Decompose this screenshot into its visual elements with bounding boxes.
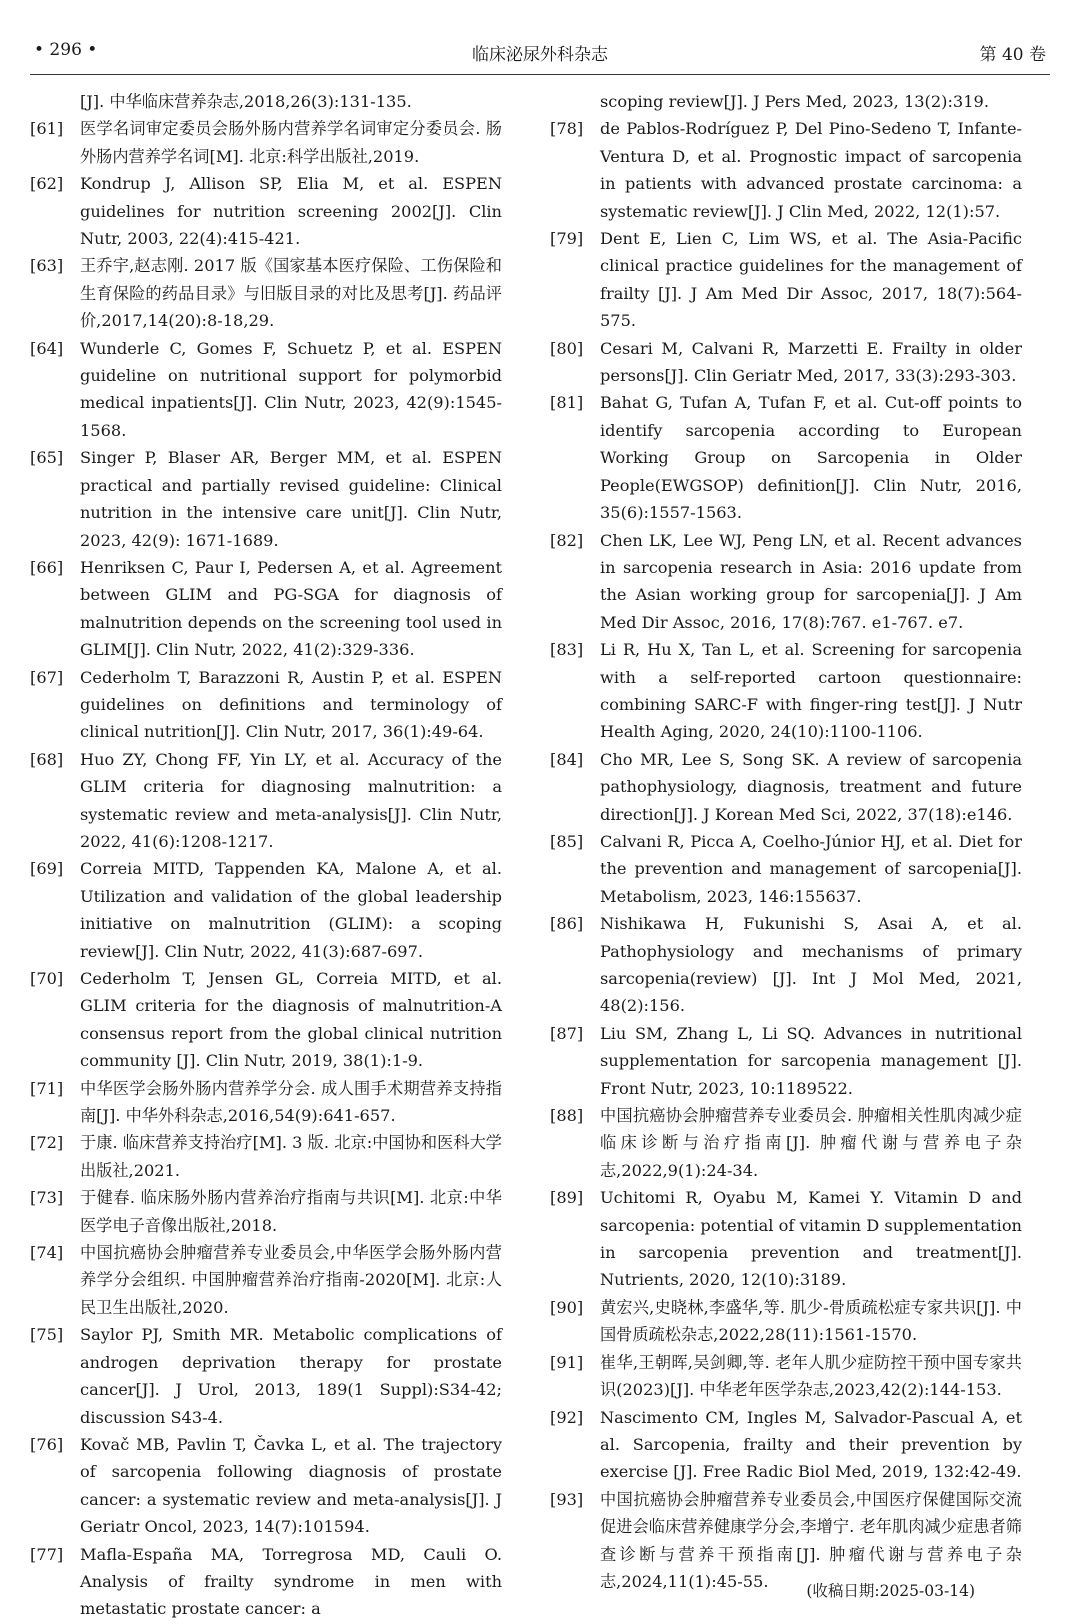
reference-text: 中国抗癌协会肿瘤营养专业委员会. 肿瘤相关性肌肉减少症临床诊断与治疗指南[J]. 肿瘤代谢与营养电子杂志,2022,9(1):24-34. — [600, 1106, 1022, 1180]
reference-text: [J]. 中华临床营养杂志,2018,26(3):131-135. — [80, 92, 412, 111]
reference-item — [30, 1431, 502, 1541]
reference-item — [550, 1102, 1022, 1184]
reference-text: Mafla-España MA, Torregrosa MD, Cauli O. Analysis of frailty syndrome in men with metastatic prostate cancer: a — [80, 1544, 502, 1619]
reference-number: [70] — [30, 969, 64, 988]
reference-item — [30, 335, 502, 445]
reference-text: 王乔宇,赵志刚. 2017 版《国家基本医疗保险、工伤保险和生育保险的药品目录》与旧版目录的对比及思考[J]. 药品评价,2017,14(20):8-18,29. — [80, 256, 502, 331]
reference-item — [550, 828, 1022, 910]
reference-item — [550, 225, 1022, 335]
reference-number: [64] — [30, 338, 64, 358]
reference-continuation — [30, 88, 502, 115]
page-number: • 296 • — [34, 40, 98, 60]
reference-item — [30, 1541, 502, 1623]
reference-item — [30, 965, 502, 1075]
reference-item — [30, 170, 502, 252]
reference-number: [63] — [30, 256, 64, 276]
received-date: (收稿日期:2025-03-14) — [806, 1582, 975, 1600]
reference-number: [82] — [550, 530, 584, 550]
reference-item — [550, 1349, 1022, 1404]
reference-number: [83] — [550, 640, 584, 660]
reference-number: [86] — [550, 914, 584, 934]
reference-number: [78] — [550, 119, 584, 139]
reference-text: Cederholm T, Barazzoni R, Austin P, et al. ESPEN guidelines on definitions and terminology of clinical nutrition[J]. Clin Nutr, 2017, 36(1):49-64. — [80, 667, 502, 742]
reference-number: [71] — [30, 1078, 64, 1098]
page-header — [30, 34, 1050, 75]
reference-number: [62] — [30, 174, 64, 194]
reference-number: [75] — [30, 1325, 64, 1345]
reference-number: [88] — [550, 1106, 584, 1126]
reference-item — [550, 389, 1022, 526]
reference-text: de Pablos-Rodríguez P, Del Pino-Sedeno T, Infante-Ventura D, et al. Prognostic impact of sarcopenia in patients with advanced prostate carcinoma: a systematic review[J]. J Clin Med, 2022, 12(1):57. — [600, 119, 1022, 221]
left-column — [30, 88, 502, 1623]
reference-text: Cho MR, Lee S, Song SK. A review of sarcopenia pathophysiology, diagnosis, treatment and future direction[J]. J Korean Med Sci, 2022, 37(18):e146. — [600, 749, 1022, 824]
reference-text: Li R, Hu X, Tan L, et al. Screening for sarcopenia with a self-reported cartoon questionnaire: combining SARC-F with finger-ring test[J]. J Nutr Health Aging, 2020, 24(10):1100-1106. — [600, 640, 1022, 742]
reference-item — [550, 115, 1022, 225]
reference-text: 于康. 临床营养支持治疗[M]. 3 版. 北京:中国协和医科大学出版社,2021. — [80, 1133, 502, 1180]
reference-text: Correia MITD, Tappenden KA, Malone A, et al. Utilization and validation of the global leadership initiative on malnutrition (GLIM): a scoping review[J]. Clin Nutr, 2022, 41(3):687-697. — [80, 859, 502, 961]
reference-text: Dent E, Lien C, Lim WS, et al. The Asia-Pacific clinical practice guidelines for the management of frailty [J]. J Am Med Dir Assoc, 2017, 18(7):564-575. — [600, 229, 1022, 331]
reference-text: Cesari M, Calvani R, Marzetti E. Frailty in older persons[J]. Clin Geriatr Med, 2017, 33(3):293-303. — [600, 338, 1022, 386]
reference-number: [89] — [550, 1188, 584, 1208]
reference-number: [61] — [30, 119, 64, 139]
reference-item — [550, 1184, 1022, 1294]
reference-text: Uchitomi R, Oyabu M, Kamei Y. Vitamin D and sarcopenia: potential of vitamin D supplementation in sarcopenia prevention and treatment[J]. Nutrients, 2020, 12(10):3189. — [600, 1188, 1022, 1290]
reference-number: [69] — [30, 859, 64, 879]
right-column — [550, 88, 1022, 1595]
volume-label: 第 40 卷 — [979, 45, 1046, 65]
reference-text: Bahat G, Tufan A, Tufan F, et al. Cut-off points to identify sarcopenia according to European Working Group on Sarcopenia in Older People(EWGSOP) definition[J]. Clin Nutr, 2016, 35(6):1557-1563. — [600, 393, 1022, 523]
reference-number: [93] — [550, 1489, 584, 1509]
reference-text: 中国抗癌协会肿瘤营养专业委员会,中华医学会肠外肠内营养学分会组织. 中国肿瘤营养治疗指南-2020[M]. 北京:人民卫生出版社,2020. — [80, 1243, 502, 1317]
reference-item — [30, 554, 502, 664]
reference-text: Henriksen C, Paur I, Pedersen A, et al. Agreement between GLIM and PG-SGA for diagnosis of malnutrition depends on the screening tool used in GLIM[J]. Clin Nutr, 2022, 41(2):329-336. — [80, 557, 502, 660]
reference-text: Singer P, Blaser AR, Berger MM, et al. ESPEN practical and partially revised guideline: Clinical nutrition in the intensive care unit[J]. Clin Nutr, 2023, 42(9): 1671-1689. — [80, 448, 502, 550]
reference-text: Kondrup J, Allison SP, Elia M, et al. ESPEN guidelines for nutrition screening 2002[J]. Clin Nutr, 2003, 22(4):415-421. — [80, 174, 502, 249]
reference-text: 医学名词审定委员会肠外肠内营养学名词审定分委员会. 肠外肠内营养学名词[M]. 北京:科学出版社,2019. — [80, 119, 502, 166]
reference-number: [85] — [550, 831, 584, 851]
reference-number: [81] — [550, 393, 584, 413]
reference-item — [30, 252, 502, 334]
reference-text: Wunderle C, Gomes F, Schuetz P, et al. ESPEN guideline on nutritional support for polymorbid medical inpatients[J]. Clin Nutr, 2023, 42(9):1545-1568. — [80, 338, 502, 440]
reference-text: 中华医学会肠外肠内营养学分会. 成人围手术期营养支持指南[J]. 中华外科杂志,2016,54(9):641-657. — [80, 1078, 502, 1126]
reference-number: [77] — [30, 1544, 64, 1564]
reference-number: [66] — [30, 557, 64, 577]
reference-text: Huo ZY, Chong FF, Yin LY, et al. Accuracy of the GLIM criteria for diagnosing malnutrition: a systematic review and meta-analysis[J]. Clin Nutr, 2022, 41(6):1208-1217. — [80, 749, 502, 851]
reference-item — [550, 335, 1022, 390]
reference-item — [30, 1184, 502, 1239]
reference-item — [30, 444, 502, 554]
reference-text: Chen LK, Lee WJ, Peng LN, et al. Recent advances in sarcopenia research in Asia: 2016 update from the Asian working group for sarcopenia[J]. J Am Med Dir Assoc, 2016, 17(8):767. e1-767. e7. — [600, 530, 1022, 632]
reference-item — [30, 1129, 502, 1184]
reference-item — [30, 1321, 502, 1431]
reference-text: Kovač MB, Pavlin T, Čavka L, et al. The trajectory of sarcopenia following diagnosis of prostate cancer: a systematic review and meta-analysis[J]. J Geriatr Oncol, 2023, 14(7):101594. — [80, 1434, 502, 1537]
reference-item — [30, 664, 502, 746]
reference-item — [30, 746, 502, 856]
reference-number: [91] — [550, 1352, 584, 1372]
reference-item — [550, 1404, 1022, 1486]
reference-item — [550, 910, 1022, 1020]
reference-text: Calvani R, Picca A, Coelho-Júnior HJ, et al. Diet for the prevention and management of sarcopenia[J]. Metabolism, 2023, 146:155637. — [600, 831, 1022, 906]
reference-item — [550, 636, 1022, 746]
reference-item — [550, 1294, 1022, 1349]
journal-title: 临床泌尿外科杂志 — [472, 45, 608, 65]
reference-text: Nascimento CM, Ingles M, Salvador-Pascual A, et al. Sarcopenia, frailty and their prevention by exercise [J]. Free Radic Biol Med, 2019, 132:42-49. — [600, 1407, 1022, 1482]
reference-item — [550, 527, 1022, 637]
reference-number: [84] — [550, 749, 584, 769]
reference-item — [30, 855, 502, 965]
reference-number: [65] — [30, 448, 64, 468]
reference-continuation — [550, 88, 1022, 115]
reference-number: [79] — [550, 229, 584, 249]
reference-number: [74] — [30, 1243, 64, 1263]
reference-number: [92] — [550, 1407, 584, 1427]
reference-item — [30, 1239, 502, 1321]
reference-text: Cederholm T, Jensen GL, Correia MITD, et al. GLIM criteria for the diagnosis of malnutrition-A consensus report from the global clinical nutrition community [J]. Clin Nutr, 2019, 38(1):1-9. — [80, 969, 502, 1071]
reference-number: [73] — [30, 1188, 64, 1208]
reference-number: [90] — [550, 1297, 584, 1317]
reference-number: [67] — [30, 667, 64, 687]
reference-item — [550, 1020, 1022, 1102]
reference-text: 崔华,王朝晖,吴剑卿,等. 老年人肌少症防控干预中国专家共识(2023)[J]. 中华老年医学杂志,2023,42(2):144-153. — [600, 1352, 1022, 1400]
reference-text: Saylor PJ, Smith MR. Metabolic complications of androgen deprivation therapy for prostate cancer[J]. J Urol, 2013, 189(1 Suppl):S34-42; discussion S43-4. — [80, 1325, 502, 1427]
reference-number: [72] — [30, 1133, 64, 1153]
reference-item — [30, 115, 502, 170]
reference-number: [87] — [550, 1023, 584, 1043]
reference-number: [68] — [30, 749, 64, 769]
reference-number: [80] — [550, 338, 584, 358]
reference-text: scoping review[J]. J Pers Med, 2023, 13(2):319. — [600, 92, 989, 111]
reference-text: Liu SM, Zhang L, Li SQ. Advances in nutritional supplementation for sarcopenia management [J]. Front Nutr, 2023, 10:1189522. — [600, 1023, 1022, 1098]
reference-number: [76] — [30, 1434, 64, 1454]
reference-text: 中国抗癌协会肿瘤营养专业委员会,中国医疗保健国际交流促进会临床营养健康学分会,李增宁. 老年肌肉减少症患者筛查诊断与营养干预指南[J]. 肿瘤代谢与营养电子杂志,2024,11(1):45-55. — [600, 1489, 1022, 1591]
reference-text: 于健春. 临床肠外肠内营养治疗指南与共识[M]. 北京:中华医学电子音像出版社,2018. — [80, 1188, 502, 1235]
reference-text: Nishikawa H, Fukunishi S, Asai A, et al. Pathophysiology and mechanisms of primary sarcopenia(review) [J]. Int J Mol Med, 2021, 48(2):156. — [600, 914, 1022, 1016]
reference-item — [550, 746, 1022, 828]
reference-item — [30, 1075, 502, 1130]
reference-text: 黄宏兴,史晓林,李盛华,等. 肌少-骨质疏松症专家共识[J]. 中国骨质疏松杂志,2022,28(11):1561-1570. — [600, 1297, 1022, 1345]
